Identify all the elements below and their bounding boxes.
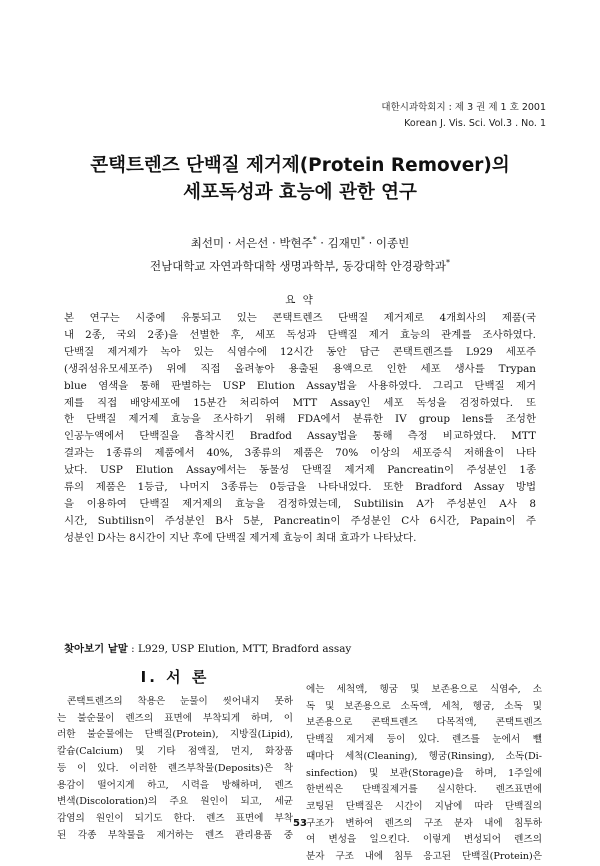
body-line: 감염의 원인이 되기도 한다. 렌즈 표면에 부착	[57, 812, 293, 824]
body-line: 칼슘(Calcium) 및 기타 점액질, 먼지, 화장품	[57, 746, 293, 758]
abstract-line: 제를 직접 배양세포에 15분간 처리하여 MTT Assay인 세포 독성을 검정하였다. 또	[64, 396, 536, 409]
paper-title-line2: 세포독성과 효능에 관한 연구	[183, 182, 417, 203]
paper-title	[0, 152, 600, 206]
body-line: 구조가 변하여 렌즈의 구조 분자 내에 침투하	[306, 817, 542, 829]
keywords	[64, 640, 351, 655]
author-names-a: 최선미 · 서은선 · 박현주	[190, 235, 313, 250]
body-line: 등 이 있다. 이러한 렌즈부착물(Deposits)은 착	[57, 762, 293, 774]
body-line: 용감이 떨어지게 하고, 시력을 방해하며, 렌즈	[57, 779, 293, 791]
keywords-text: : L929, USP Elution, MTT, Bradford assay	[127, 643, 352, 655]
keywords-label: 찾아보기 낱말	[64, 643, 128, 655]
right-column	[306, 682, 542, 866]
body-line: 된 각종 부착물을 제거하는 렌즈 관리용품 중	[57, 829, 293, 841]
abstract-line: blue 염색을 통해 판별하는 USP Elution Assay법을 사용하였다. 그리고 단백질 제거	[64, 379, 536, 392]
abstract-body	[64, 310, 536, 547]
body-line: 한번씩은 단백질제거를 실시한다. 렌즈표면에	[306, 784, 542, 796]
abstract-line: (생쥐섬유모세포주) 위에 직접 올려놓아 용출된 용액으로 인한 세포 생사를 Trypan	[64, 362, 536, 375]
author-affiliation	[0, 253, 600, 276]
body-line: 단백질 제거제 등이 있다. 렌즈를 눈에서 뺄	[306, 734, 542, 746]
body-line: 독 및 보존용으로 소독액, 세척, 헹굼, 소독 및	[306, 700, 542, 712]
body-line: 여 변성을 일으킨다. 이렇게 변성되어 렌즈의	[306, 834, 542, 846]
section-heading-introduction: I. 서 론	[140, 668, 210, 686]
body-line: 콘택트렌즈의 착용은 눈물이 씻어내지 못하	[67, 696, 293, 707]
author-mark-b: *	[360, 235, 365, 244]
body-line: 변색(Discoloration)의 주요 원인이 되고, 세균	[57, 796, 293, 808]
body-line: 코팅된 단백질은 시간이 지남에 따라 단백질의	[306, 800, 542, 812]
body-line: 때마다 세척(Cleaning), 헹굼(Rinsing), 소독(Di-	[306, 750, 542, 762]
body-line: 러한 불순물에는 단백질(Protein), 지방질(Lipid),	[57, 729, 293, 741]
abstract-line: 결과는 1종류의 제품에서 40%, 3종류의 제품은 70% 이상의 세포증식 저해율이 나타	[64, 447, 536, 460]
paper-title-line1: 콘택트렌즈 단백질 제거제(Protein Remover)의	[90, 155, 510, 176]
affiliation-mark: *	[446, 257, 450, 267]
body-line: 에는 세척액, 헹굼 및 보존용으로 식염수, 소	[306, 684, 542, 695]
abstract-line: 을 이용하여 단백질 제거제의 효능을 검정하였는데, Subtilisin A가 주성분인 A사 8	[64, 497, 536, 510]
abstract-line: 내 2종, 국외 2종)을 선별한 후, 세포 독성과 단백질 제거 효능의 관계를 조사하였다.	[64, 328, 536, 341]
abstract-line: 한 단백질 제거제 효능을 조사하기 위해 FDA에서 분류한 IV group lens를 조성한	[64, 413, 536, 426]
body-line: 보존용으로 콘택트렌즈 다목적액, 콘택트렌즈	[306, 717, 542, 729]
author-names-c: · 이종빈	[364, 235, 410, 250]
page-number: 53	[293, 818, 307, 829]
abstract-heading: 요 약	[285, 294, 315, 306]
abstract-line: 단백질 제거제가 녹아 있는 식염수에 12시간 동안 담근 콘택트렌즈를 L929 세포주	[64, 345, 536, 358]
abstract-line: 성분인 D사는 8시간이 지난 후에 단백질 제거제 효능이 최대 효과가 나타났다.	[64, 531, 417, 544]
abstract-line: 났다. USP Elution Assay에서는 동물성 단백질 제거제 Pancreatin이 주성분인 1종	[64, 464, 536, 477]
abstract-line: 본 연구는 시중에 유통되고 있는 콘택트렌즈 단백질 제거제로 4개회사의 제품(국	[64, 312, 536, 324]
affiliation-text: 전남대학교 자연과학대학 생명과학부, 동강대학 안경광학과	[150, 258, 446, 273]
abstract-line: 인공누액에서 단백질을 흡착시킨 Bradfod Assay법을 통해 측정 비교하였다. MTT	[64, 430, 536, 443]
author-names-b: · 김재민	[316, 235, 361, 250]
body-line: sinfection) 및 보관(Storage)을 하며, 1주일에	[306, 767, 542, 779]
body-line: 분자 구조 내에 침투 응고된 단백질(Protein)은	[306, 851, 542, 863]
author-names	[0, 230, 600, 253]
author-block	[0, 230, 600, 276]
abstract-line: 시간, Subtilisn이 주성분인 B사 5분, Pancreatin이 주성분인 C사 6시간, Papain이 주	[64, 514, 536, 527]
journal-header-korean: 대한시과학회지 : 제 3 권 제 1 호 2001	[381, 102, 546, 113]
journal-header-english: Korean J. Vis. Sci. Vol.3 . No. 1	[404, 118, 546, 129]
journal-header	[381, 100, 546, 132]
body-line: 는 불순물이 렌즈의 표면에 부착되게 하며, 이	[57, 712, 293, 724]
abstract-line: 류의 제품은 1등급, 나머지 3종류는 0등급을 나타내었다. 또한 Bradford Assay 방법	[64, 481, 536, 494]
author-mark-a: *	[312, 235, 317, 244]
